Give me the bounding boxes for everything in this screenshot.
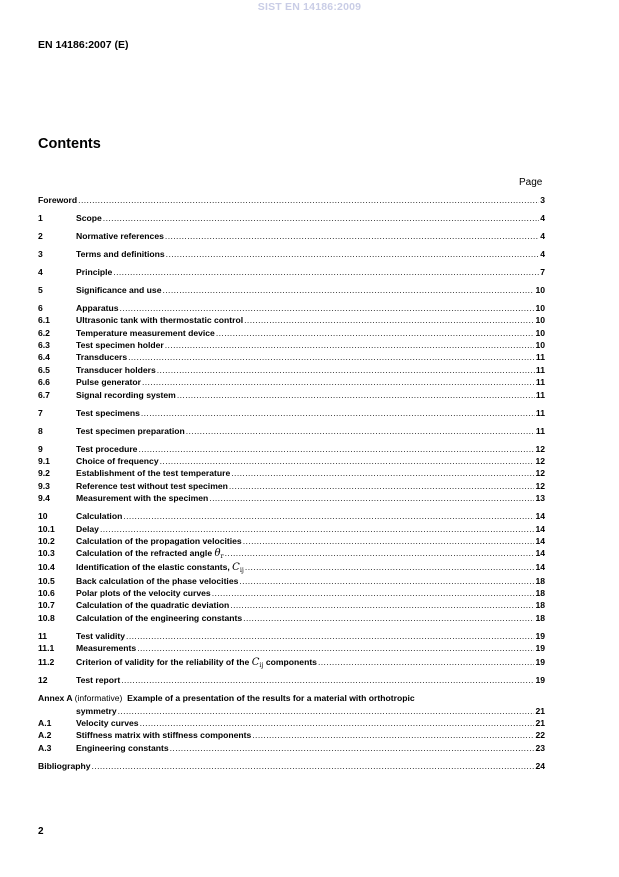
toc-number: 6.3 (38, 340, 50, 351)
toc-title: Velocity curves (76, 718, 139, 728)
toc-title: Measurements (76, 643, 137, 654)
toc-entry-10-6[interactable] (38, 587, 545, 599)
toc-title: Significance and use (76, 284, 162, 295)
toc-title-text: Calculation of the refracted angle (76, 548, 213, 559)
dot-leader (186, 425, 535, 437)
toc-title: Terms and definitions (76, 248, 165, 259)
toc-title: Test report (76, 675, 121, 686)
toc-number: 6.7 (38, 389, 50, 400)
toc-number: 2 (38, 230, 43, 241)
toc-entry-10-2[interactable] (38, 535, 545, 547)
symbol-main: θ (214, 548, 221, 560)
toc-entry-6-4[interactable] (38, 351, 545, 363)
toc-page: 7 (540, 266, 545, 277)
toc-title: Back calculation of the phase velocities (76, 575, 239, 586)
dot-leader (239, 575, 534, 587)
dot-leader (170, 742, 535, 754)
toc-page: 10 (535, 315, 545, 326)
toc-page: 14 (535, 548, 545, 559)
toc-title: Test validity (76, 630, 126, 641)
toc-title: Pulse generator (76, 377, 141, 388)
toc-entry-annex-a[interactable] (38, 692, 545, 704)
dot-leader (120, 302, 535, 314)
toc-page: 4 (540, 212, 545, 223)
toc-number: 3 (38, 248, 43, 259)
toc-page: 11 (535, 352, 545, 363)
toc-entry-6-5[interactable] (38, 364, 545, 376)
toc-title: Transducers (76, 352, 128, 363)
toc-entry-12[interactable] (38, 674, 545, 686)
toc-entry-bibliography[interactable] (38, 760, 545, 772)
toc-page: 11 (535, 425, 545, 436)
symbol-main: C (251, 656, 260, 668)
toc-entry-annex-a-cont[interactable] (38, 705, 545, 717)
toc-entry-7[interactable] (38, 407, 545, 419)
toc-page: 22 (535, 730, 545, 741)
toc-title: Delay (76, 523, 99, 534)
toc-title: Test specimen preparation (76, 425, 185, 436)
toc-page: 10 (535, 302, 545, 313)
dot-leader (165, 230, 539, 242)
annex-label: Annex A (38, 693, 73, 704)
dot-leader (177, 389, 535, 401)
toc-entry-11-2[interactable] (38, 655, 545, 669)
toc-title: Principle (76, 266, 113, 277)
toc-entry-4[interactable] (38, 266, 545, 278)
dot-leader (216, 327, 535, 339)
toc-page: 3 (540, 195, 545, 205)
toc-number: 10.6 (38, 588, 55, 599)
page-number: 2 (38, 826, 44, 837)
toc-title: Choice of frequency (76, 455, 159, 466)
toc-number: 10.4 (38, 561, 55, 572)
symbol-subscript: r (220, 552, 224, 561)
toc-title: Calculation (76, 511, 123, 522)
toc-entry-6-2[interactable] (38, 327, 545, 339)
toc-page: 11 (535, 407, 545, 418)
toc-page: 12 (535, 443, 545, 454)
toc-page: 18 (535, 600, 545, 611)
dot-leader (137, 642, 534, 654)
toc-title: Calculation of the engineering constants (76, 612, 243, 623)
toc-page: 14 (535, 523, 545, 534)
dot-leader (252, 729, 534, 741)
toc-number: 8 (38, 425, 43, 436)
dot-leader (142, 376, 535, 388)
toc-number: 4 (38, 266, 43, 277)
toc-entry-10-7[interactable] (38, 599, 545, 611)
toc-title: Transducer holders (76, 364, 156, 375)
toc-page: 14 (535, 535, 545, 546)
toc-number: 11 (38, 630, 48, 641)
dot-leader (160, 455, 535, 467)
dot-leader (318, 655, 534, 669)
toc-title: Measurement with the specimen (76, 493, 209, 504)
toc-entry-3[interactable] (38, 248, 545, 260)
symbol-subscript: ij (259, 660, 264, 669)
toc-entry-1[interactable] (38, 212, 545, 224)
toc-number: 1 (38, 212, 43, 223)
toc-number: A.2 (38, 730, 52, 741)
toc-number: 11.1 (38, 643, 55, 654)
symbol-main: C (232, 561, 240, 573)
dot-leader (113, 266, 539, 278)
toc-number: 9 (38, 443, 43, 454)
annex-qualifier: (informative) (74, 693, 123, 704)
dot-leader (229, 480, 535, 492)
dot-leader (100, 523, 535, 535)
dot-leader (230, 599, 534, 611)
toc-number: 10.8 (38, 612, 55, 623)
toc-number: 10.5 (38, 575, 55, 586)
toc-page: 10 (535, 340, 545, 351)
toc-title (76, 655, 317, 672)
toc-entry-a-3[interactable] (38, 742, 545, 754)
toc-title-text-end: components (265, 656, 317, 667)
toc-entry-6[interactable] (38, 302, 545, 314)
toc-page: 11 (535, 389, 545, 400)
dot-leader (243, 612, 534, 624)
toc-title: Test specimen holder (76, 340, 164, 351)
toc-title: Apparatus (76, 302, 119, 313)
toc-number: 12 (38, 675, 48, 686)
toc-entry-8[interactable] (38, 425, 545, 437)
toc-number: 6 (38, 302, 43, 313)
toc-page: 21 (535, 718, 545, 728)
toc-entry-a-1[interactable] (38, 717, 545, 729)
toc-page: 4 (540, 230, 545, 241)
toc-entry-6-1[interactable] (38, 314, 545, 326)
toc-title: Stiffness matrix with stiffness components (76, 730, 252, 741)
toc-page: 14 (535, 561, 545, 572)
toc-title: Test procedure (76, 443, 138, 454)
dot-leader (126, 630, 534, 642)
toc-number: 9.3 (38, 480, 50, 491)
cij-symbol (232, 562, 244, 573)
toc-title: Foreword (38, 195, 78, 205)
toc-title: Establishment of the test temperature (76, 468, 231, 479)
toc-number: 7 (38, 407, 43, 418)
toc-number: 10.2 (38, 535, 55, 546)
toc-page: 11 (535, 377, 545, 388)
toc-number: 6.5 (38, 364, 50, 375)
toc-entry-9[interactable] (38, 443, 545, 455)
watermark: SIST EN 14186:2009 (257, 1, 362, 13)
dot-leader (78, 194, 539, 206)
toc-entry-a-2[interactable] (38, 729, 545, 741)
toc-page: 4 (540, 248, 545, 259)
toc-number: 6.1 (38, 315, 50, 326)
page-column-label: Page (519, 177, 543, 188)
toc-title: Test specimens (76, 407, 140, 418)
toc-number: 11.2 (38, 656, 55, 667)
toc-title: Signal recording system (76, 389, 176, 400)
toc-entry-10[interactable] (38, 510, 545, 522)
dot-leader (103, 212, 539, 224)
toc-entry-10-5[interactable] (38, 575, 545, 587)
toc-number: 9.2 (38, 468, 50, 479)
toc-title: Scope (76, 212, 102, 223)
toc-page: 23 (535, 742, 545, 753)
dot-leader (212, 587, 535, 599)
toc-number: 6.2 (38, 327, 50, 338)
toc-page: 19 (535, 656, 545, 667)
toc-entry-9-2[interactable] (38, 467, 545, 479)
toc-page: 13 (535, 493, 545, 504)
document-id: EN 14186:2007 (E) (38, 39, 129, 51)
toc-page: 21 (535, 705, 545, 716)
dot-leader (157, 364, 535, 376)
toc-number: 10 (38, 511, 48, 522)
toc-page: 24 (535, 760, 545, 771)
toc-title: Normative references (76, 230, 164, 241)
toc-entry-5[interactable] (38, 284, 545, 296)
toc-entry-6-3[interactable] (38, 339, 545, 351)
symbol-subscript: ij (239, 565, 244, 574)
toc-title: Engineering constants (76, 742, 169, 753)
toc-entry-9-1[interactable] (38, 455, 545, 467)
toc-number: 9.1 (38, 455, 50, 466)
toc-page: 18 (535, 588, 545, 599)
toc-page: 12 (535, 455, 545, 466)
toc-title-text: Criterion of validity for the reliability of the (76, 656, 250, 667)
dot-leader (140, 717, 535, 729)
dot-leader (209, 492, 534, 504)
toc-entry-10-4[interactable] (38, 560, 545, 575)
annex-title: Example of a presentation of the results for a material with orthotropic (127, 693, 415, 704)
dot-leader (121, 674, 534, 686)
toc-title: Reference test without test specimen (76, 480, 228, 491)
toc-entry-foreword[interactable] (38, 194, 545, 206)
toc-title: Temperature measurement device (76, 327, 215, 338)
dot-leader (92, 760, 535, 772)
dot-leader (138, 443, 534, 455)
toc-number: 10.7 (38, 600, 55, 611)
contents-heading: Contents (38, 136, 101, 152)
toc-page: 14 (535, 511, 545, 522)
theta-r-symbol (215, 548, 224, 559)
toc-entry-6-7[interactable] (38, 389, 545, 401)
dot-leader (123, 510, 534, 522)
dot-leader (118, 705, 535, 717)
toc-entry-6-6[interactable] (38, 376, 545, 388)
dot-leader (245, 560, 535, 575)
dot-leader (243, 535, 535, 547)
toc-number: 9.4 (38, 493, 50, 504)
toc-title: Calculation of the quadratic deviation (76, 600, 230, 611)
toc-title (38, 692, 415, 704)
toc-page: 18 (535, 575, 545, 586)
table-of-contents (38, 194, 545, 772)
toc-entry-11-1[interactable] (38, 642, 545, 654)
toc-entry-10-1[interactable] (38, 523, 545, 535)
toc-number: 5 (38, 284, 43, 295)
toc-number: A.1 (38, 718, 52, 728)
toc-page: 19 (535, 675, 545, 686)
toc-number: 6.4 (38, 352, 50, 363)
dot-leader (141, 407, 535, 419)
toc-page: 12 (535, 468, 545, 479)
dot-leader (162, 284, 534, 296)
toc-title: Bibliography (38, 760, 91, 771)
toc-number: 10.3 (38, 548, 55, 559)
dot-leader (225, 547, 535, 559)
toc-title: Polar plots of the velocity curves (76, 588, 211, 599)
toc-page: 10 (535, 284, 545, 295)
toc-entry-9-3[interactable] (38, 480, 545, 492)
toc-entry-11[interactable] (38, 630, 545, 642)
toc-entry-10-8[interactable] (38, 612, 545, 624)
dot-leader (165, 339, 535, 351)
dot-leader (244, 314, 534, 326)
toc-page: 10 (535, 327, 545, 338)
toc-page: 19 (535, 643, 545, 654)
toc-page: 11 (535, 364, 545, 375)
toc-number: 6.6 (38, 377, 50, 388)
toc-title: Ultrasonic tank with thermostatic control (76, 315, 244, 326)
cij-symbol (252, 657, 264, 668)
dot-leader (166, 248, 540, 260)
toc-page: 18 (535, 612, 545, 623)
toc-page: 12 (535, 480, 545, 491)
toc-title-text: Identification of the elastic constants, (76, 561, 230, 572)
toc-title: symmetry (76, 705, 117, 716)
dot-leader (231, 467, 534, 479)
toc-entry-2[interactable] (38, 230, 545, 242)
toc-number: A.3 (38, 742, 52, 753)
toc-title: Calculation of the propagation velocities (76, 535, 242, 546)
toc-number: 10.1 (38, 523, 55, 534)
toc-entry-10-3[interactable] (38, 547, 545, 559)
toc-entry-9-4[interactable] (38, 492, 545, 504)
dot-leader (128, 351, 535, 363)
toc-page: 19 (535, 630, 545, 641)
